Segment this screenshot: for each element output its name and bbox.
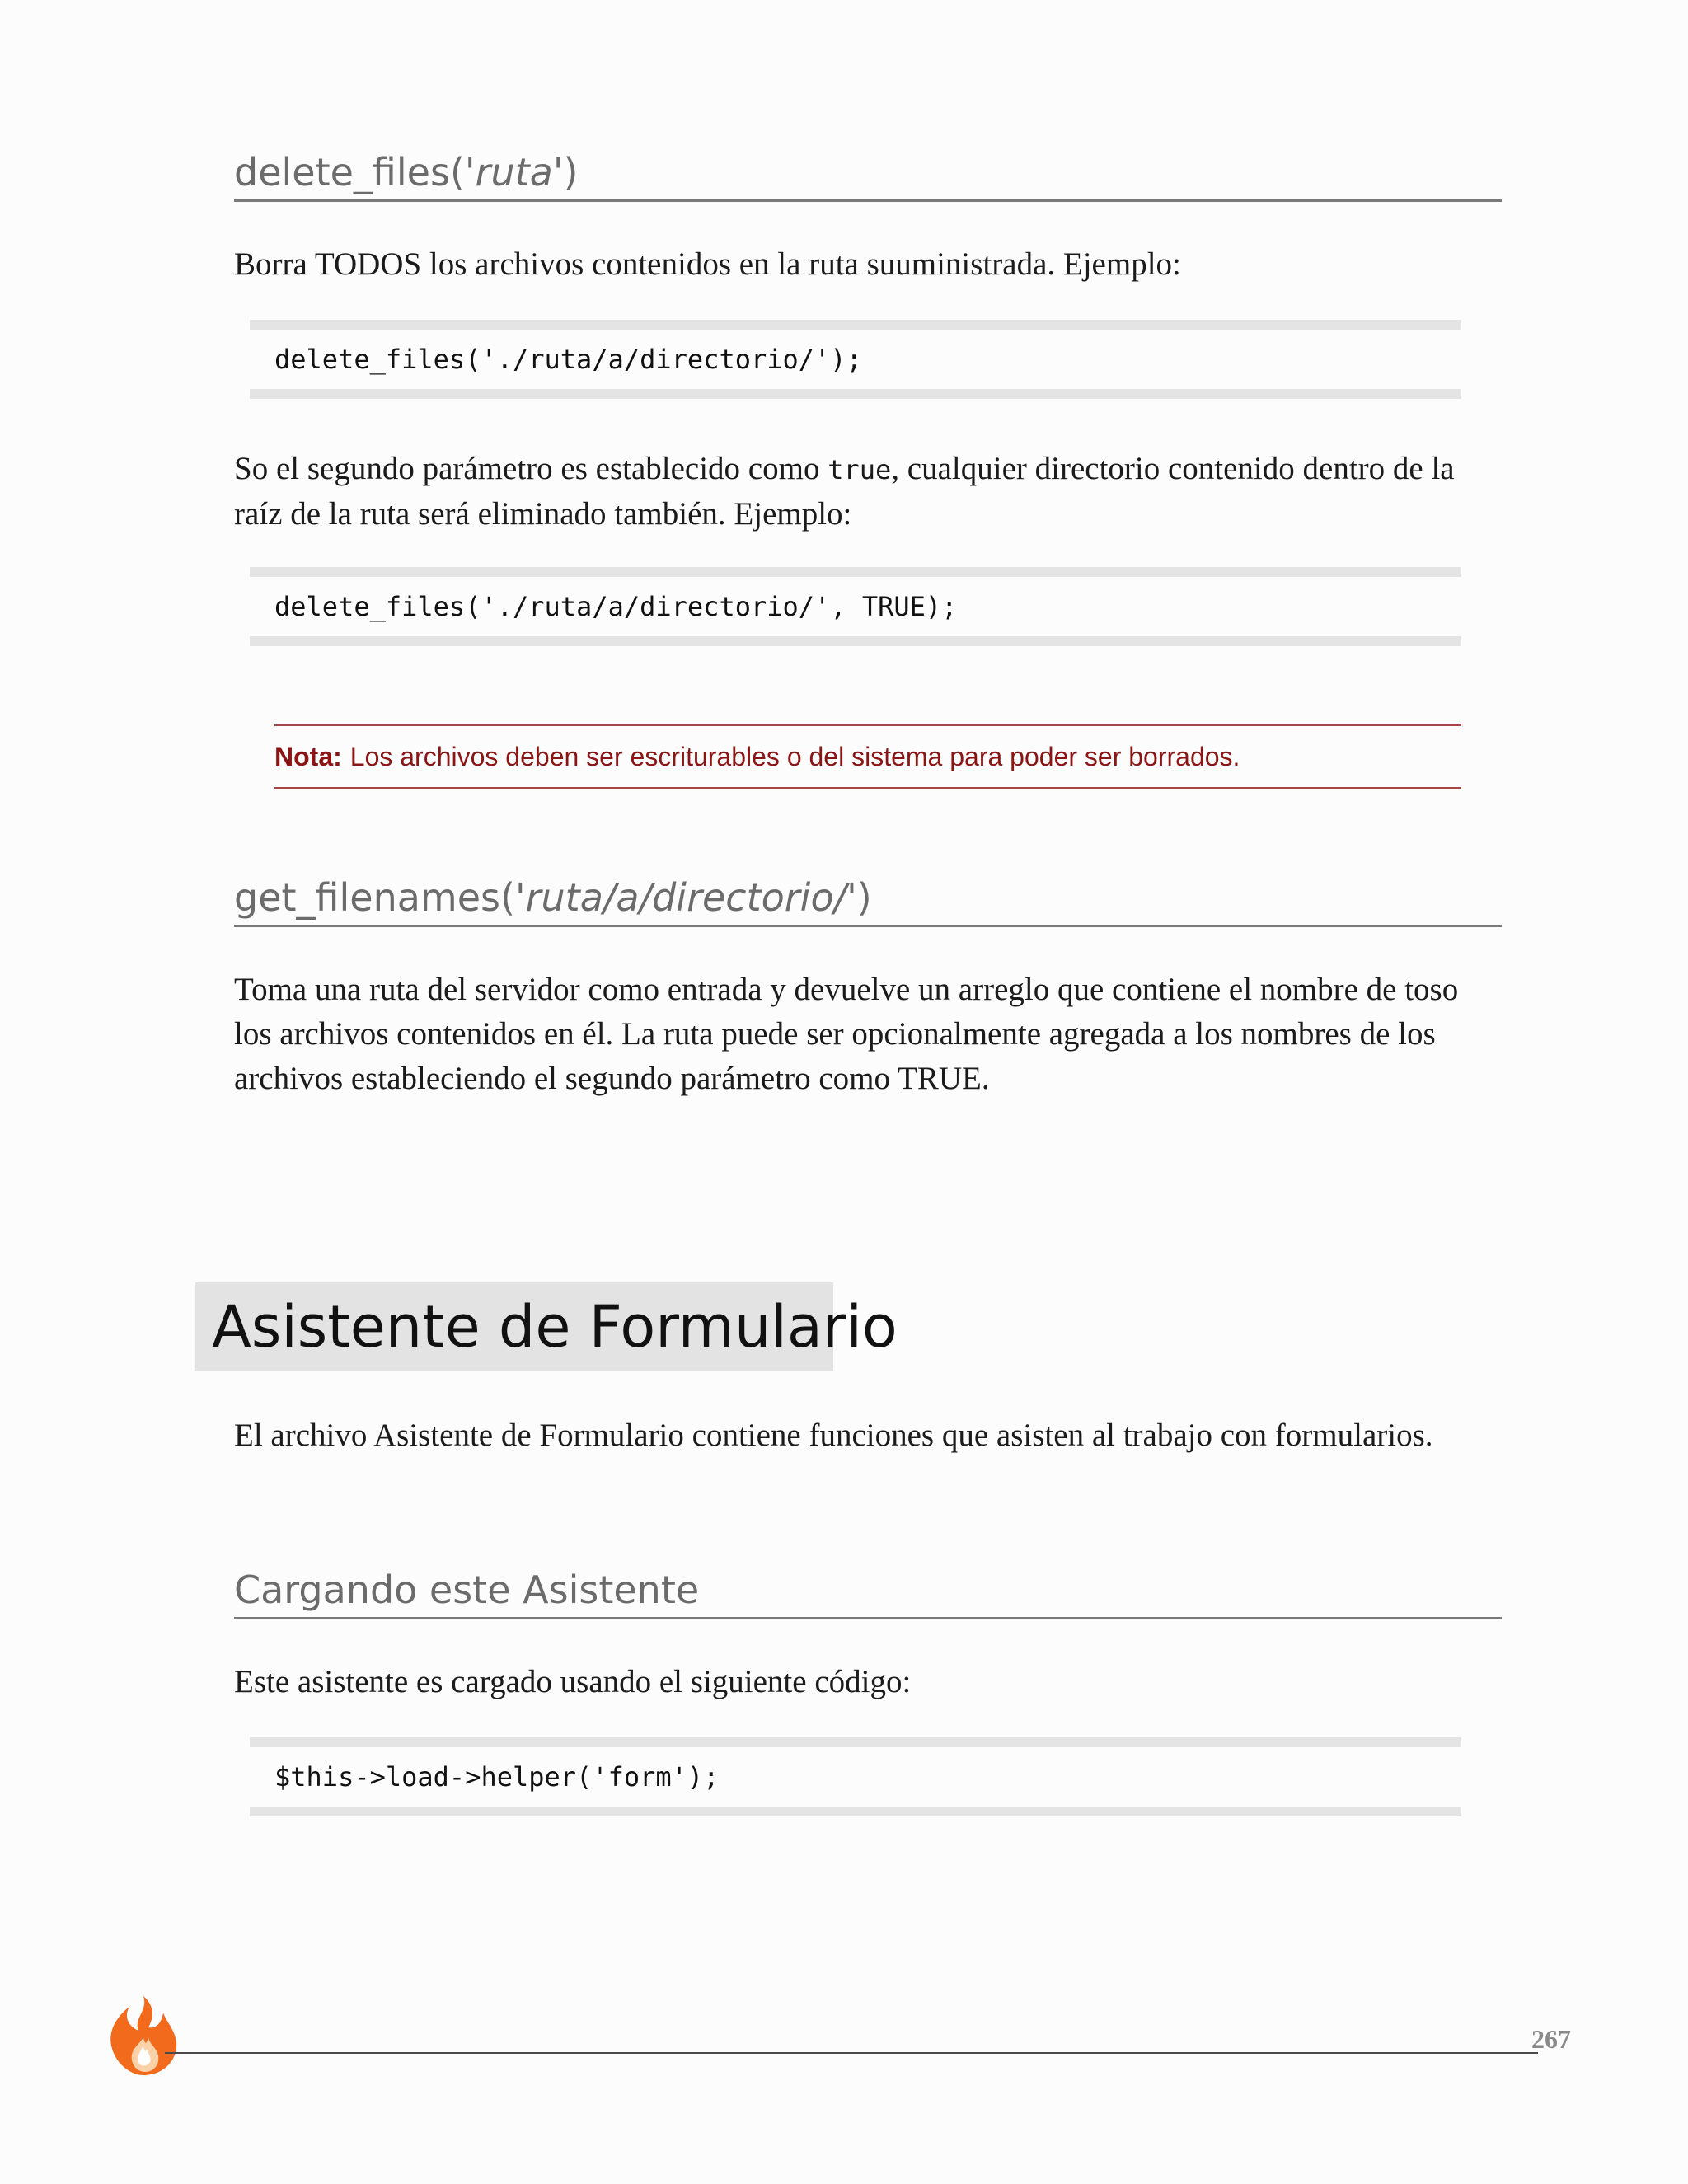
code-block-load-helper: $this->load->helper('form');	[250, 1737, 1461, 1816]
section-title-form-helper: Asistente de Formulario	[195, 1282, 833, 1371]
codeigniter-flame-icon	[106, 1994, 181, 2077]
heading-text: delete_files('	[234, 150, 476, 194]
paragraph-form-helper-intro: El archivo Asistente de Formulario contiene funciones que asisten al trabajo con formularios.	[234, 1418, 1433, 1453]
heading-delete-files	[234, 150, 1502, 202]
text-cont: , cualquier directorio contenido dentro de la raíz de la ruta será eliminado también. Ejemplo:	[234, 451, 1455, 532]
paragraph-loading-helper: Este asistente es cargado usando el siguiente código:	[234, 1664, 912, 1699]
paragraph-delete-files-recursive	[234, 447, 1495, 537]
footer-rule	[165, 2052, 1538, 2054]
code-block-delete-files: delete_files('./ruta/a/directorio/');	[250, 320, 1461, 399]
heading-param: ruta/a/directorio/	[525, 875, 847, 920]
heading-loading-helper: Cargando este Asistente	[234, 1571, 1502, 1619]
heading-text-end: ')	[846, 875, 872, 920]
note-text: Los archivos deben ser escriturables o del sistema para poder ser borrados.	[349, 741, 1240, 771]
paragraph-delete-files: Borra TODOS los archivos contenidos en la ruta suuministrada. Ejemplo:	[234, 246, 1181, 282]
inline-code: true	[828, 454, 892, 485]
code-block-delete-files-true: delete_files('./ruta/a/directorio/', TRUE);	[250, 567, 1461, 646]
note-label: Nota:	[274, 741, 342, 771]
page-number: 267	[1531, 2024, 1571, 2054]
heading-get-filenames	[234, 875, 1502, 927]
heading-param: ruta	[475, 150, 553, 194]
text: So el segundo parámetro es establecido como	[234, 451, 828, 486]
paragraph-get-filenames: Toma una ruta del servidor como entrada y devuelve un arreglo que contiene el nombre de toso los archivos contenidos en él. La ruta puede ser opcionalmente agregada a los nombres de los archivos estableciendo el segundo parámetro como TRUE.	[234, 972, 1459, 1096]
heading-text: get_filenames('	[234, 875, 526, 920]
heading-text-end: ')	[552, 150, 579, 194]
note-box	[274, 724, 1461, 789]
